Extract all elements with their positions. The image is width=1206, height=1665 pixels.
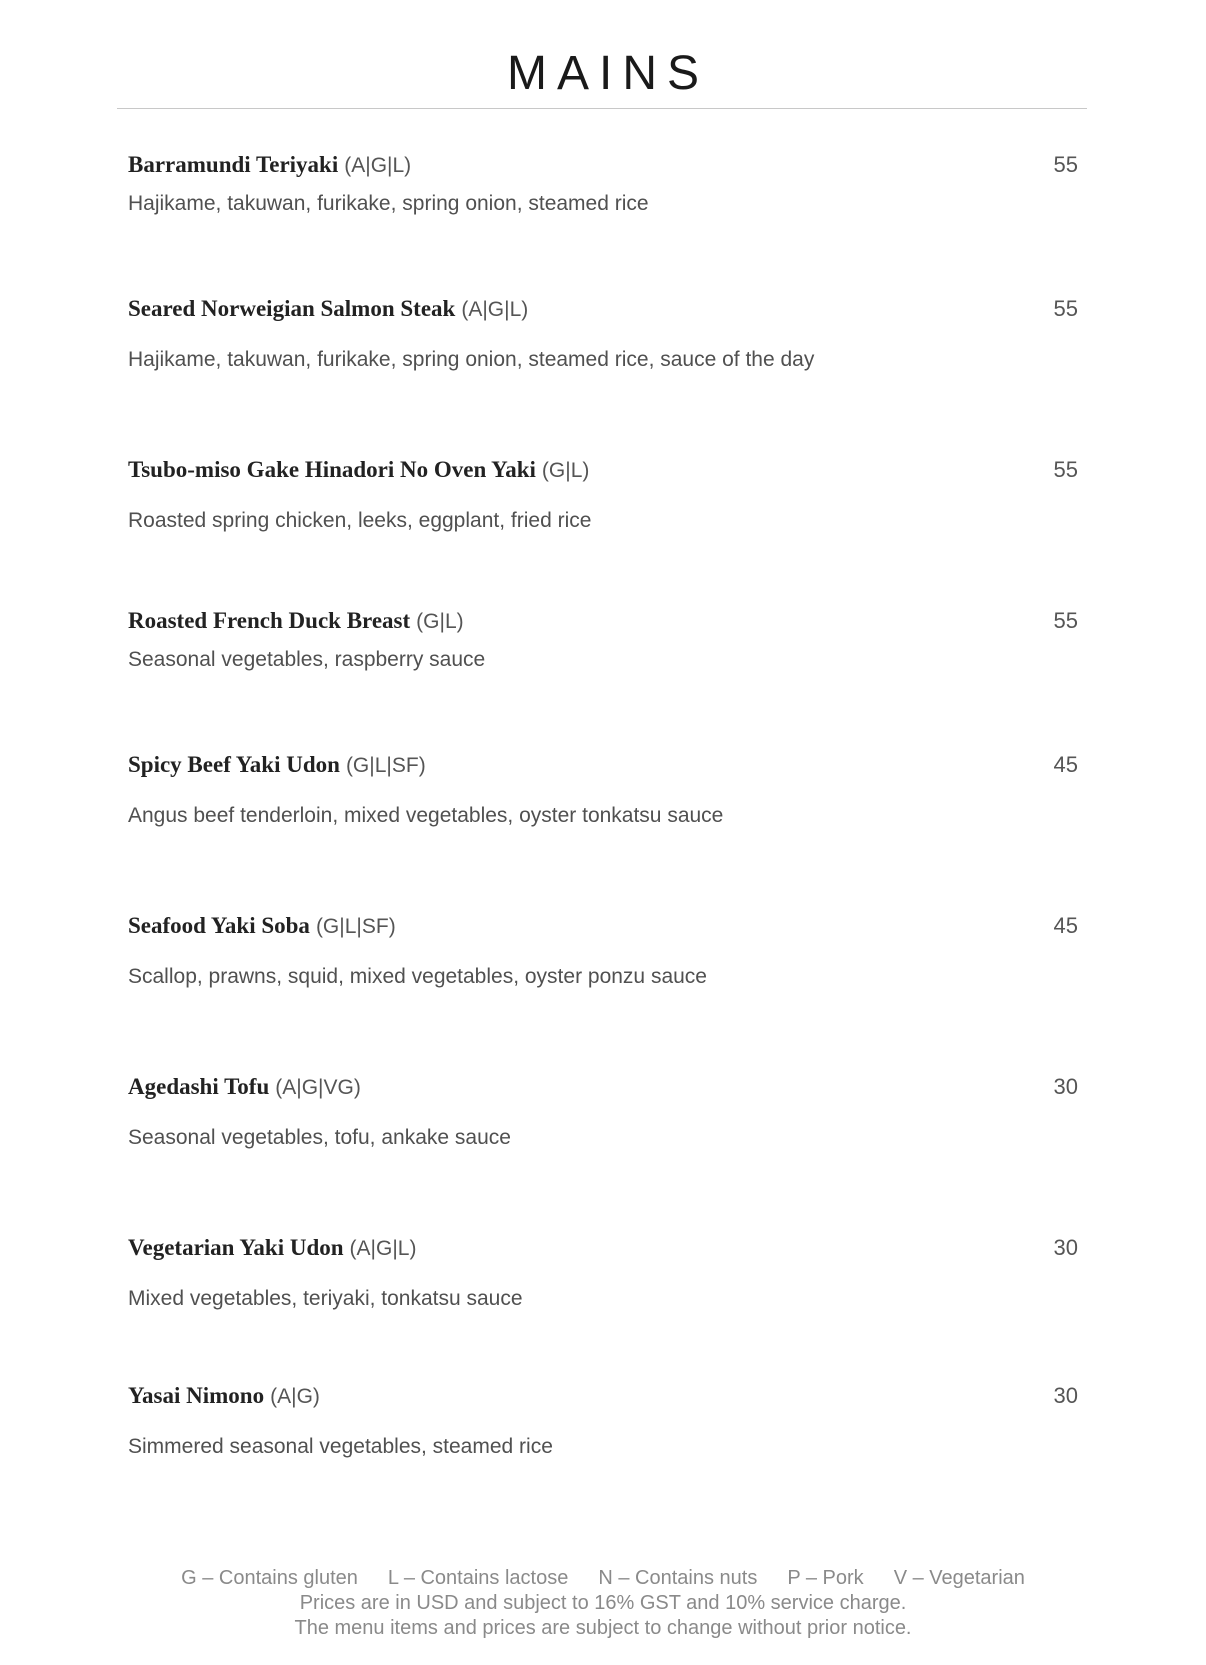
- menu-item-duck-breast: [128, 606, 1078, 674]
- menu-item-spicy-beef-yaki-udon: [128, 750, 1078, 830]
- menu-item-description: Hajikame, takuwan, furikake, spring onion, steamed rice: [128, 192, 649, 215]
- menu-item-header: [128, 1381, 1078, 1411]
- title-divider: [117, 108, 1087, 109]
- menu-item-seafood-yaki-soba: [128, 911, 1078, 991]
- menu-item-price: 45: [1053, 913, 1078, 938]
- menu-item-hinadori-oven-yaki: [128, 455, 1078, 535]
- menu-item-tags: (G|L|SF): [315, 915, 396, 938]
- menu-item-tags: (A|G|L): [344, 154, 412, 177]
- menu-item-tags: (G|L): [416, 610, 464, 633]
- menu-item-name: Tsubo-miso Gake Hinadori No Oven Yaki: [128, 457, 536, 482]
- menu-item-header: [128, 750, 1078, 780]
- menu-item-price: 55: [1053, 152, 1078, 177]
- menu-item-name: Seafood Yaki Soba: [128, 913, 310, 938]
- menu-item-description: Hajikame, takuwan, furikake, spring onion, steamed rice, sauce of the day: [128, 348, 815, 371]
- menu-item-price: 45: [1053, 752, 1078, 777]
- menu-item-agedashi-tofu: [128, 1072, 1078, 1152]
- menu-item-description: Seasonal vegetables, tofu, ankake sauce: [128, 1126, 511, 1149]
- menu-item-price: 30: [1053, 1235, 1078, 1260]
- menu-item-header: [128, 294, 1078, 324]
- menu-item-name: Seared Norweigian Salmon Steak: [128, 296, 456, 321]
- menu-item-price: 30: [1053, 1383, 1078, 1408]
- menu-item-name: Roasted French Duck Breast: [128, 608, 411, 633]
- menu-item-description: Scallop, prawns, squid, mixed vegetables, oyster ponzu sauce: [128, 965, 707, 988]
- menu-item-price: 30: [1053, 1074, 1078, 1099]
- allergen-legend: [0, 1566, 1206, 1591]
- menu-item-header: [128, 455, 1078, 485]
- menu-item-header: [128, 1072, 1078, 1102]
- menu-item-vegetarian-yaki-udon: [128, 1233, 1078, 1313]
- menu-item-description: Mixed vegetables, teriyaki, tonkatsu sauce: [128, 1287, 523, 1310]
- menu-item-name: Agedashi Tofu: [128, 1074, 270, 1099]
- menu-item-description: Angus beef tenderloin, mixed vegetables, oyster tonkatsu sauce: [128, 804, 724, 827]
- menu-item-tags: (A|G|VG): [275, 1076, 361, 1099]
- menu-item-header: [128, 606, 1078, 636]
- change-note: The menu items and prices are subject to change without prior notice.: [294, 1617, 912, 1639]
- menu-item-yasai-nimono: [128, 1381, 1078, 1461]
- menu-item-header: [128, 911, 1078, 941]
- menu-item-header: [128, 150, 1078, 180]
- menu-item-tags: (A|G|L): [461, 298, 529, 321]
- menu-item-tags: (A|G): [270, 1385, 320, 1408]
- price-note: Prices are in USD and subject to 16% GST and 10% service charge.: [299, 1592, 907, 1614]
- menu-item-name: Spicy Beef Yaki Udon: [128, 752, 340, 777]
- menu-item-header: [128, 1233, 1078, 1263]
- menu-item-name: Yasai Nimono: [128, 1383, 265, 1408]
- menu-item-price: 55: [1053, 608, 1078, 633]
- menu-footer: [0, 1566, 1206, 1641]
- menu-item-description: Seasonal vegetables, raspberry sauce: [128, 648, 486, 671]
- menu-item-salmon-steak: [128, 294, 1078, 374]
- menu-item-barramundi-teriyaki: [128, 150, 1078, 218]
- menu-item-description: Simmered seasonal vegetables, steamed rice: [128, 1435, 553, 1458]
- legend-lactose: L – Contains lactose: [387, 1567, 569, 1589]
- legend-pork: P – Pork: [787, 1567, 864, 1589]
- legend-vegetarian: V – Vegetarian: [893, 1567, 1025, 1589]
- legend-nuts: N – Contains nuts: [598, 1567, 758, 1589]
- menu-item-tags: (A|G|L): [349, 1237, 417, 1260]
- menu-item-price: 55: [1053, 296, 1078, 321]
- menu-item-name: Barramundi Teriyaki: [128, 152, 339, 177]
- menu-item-tags: (G|L|SF): [345, 754, 426, 777]
- menu-item-description: Roasted spring chicken, leeks, eggplant, fried rice: [128, 509, 592, 532]
- page-title: MAINS: [506, 47, 709, 100]
- legend-gluten: G – Contains gluten: [181, 1567, 358, 1589]
- menu-item-price: 55: [1053, 457, 1078, 482]
- menu-item-name: Vegetarian Yaki Udon: [128, 1235, 344, 1260]
- menu-item-tags: (G|L): [541, 459, 590, 482]
